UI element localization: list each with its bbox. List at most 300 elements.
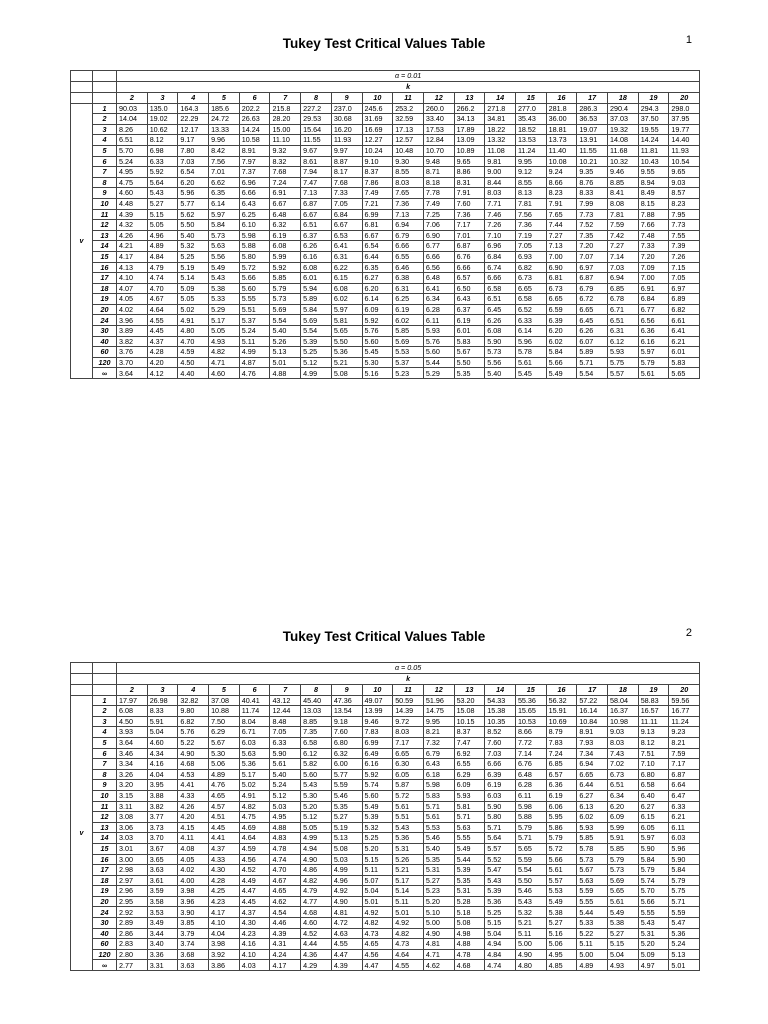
table-cell: 5.50 — [454, 357, 485, 368]
table-cell: 10.54 — [669, 156, 700, 167]
table-cell: 4.45 — [239, 896, 270, 907]
table-row — [71, 886, 700, 897]
column-header: 5 — [209, 93, 240, 104]
table-cell: 5.24 — [669, 939, 700, 950]
table-cell: 5.98 — [239, 230, 270, 241]
table-cell: 3.61 — [147, 875, 178, 886]
table-cell: 5.50 — [331, 336, 362, 347]
table-cell: 4.50 — [178, 357, 209, 368]
table-cell: 5.15 — [147, 209, 178, 220]
table-cell: 14.04 — [117, 114, 148, 125]
table-cell: 4.80 — [515, 960, 546, 971]
table-cell: 6.55 — [454, 759, 485, 770]
table-cell: 5.96 — [178, 188, 209, 199]
table-cell: 6.48 — [270, 209, 301, 220]
table-cell: 3.93 — [117, 727, 148, 738]
table-cell: 5.31 — [393, 843, 424, 854]
table-cell: 7.09 — [638, 262, 669, 273]
table-cell: 7.24 — [270, 177, 301, 188]
table-cell: 260.0 — [423, 103, 454, 114]
table-cell: 5.27 — [147, 198, 178, 209]
table-cell: 7.36 — [393, 198, 424, 209]
row-header: ∞ — [93, 960, 117, 971]
table-cell: 30.68 — [331, 114, 362, 125]
table-cell: 5.81 — [331, 315, 362, 326]
table-cell: 11.68 — [608, 145, 639, 156]
table-cell: 5.72 — [546, 843, 577, 854]
table-cell: 5.55 — [638, 907, 669, 918]
table-cell: 51.96 — [423, 695, 454, 706]
table-cell: 6.67 — [331, 220, 362, 231]
table-cell: 2.80 — [117, 949, 148, 960]
table-cell: 5.93 — [608, 347, 639, 358]
table-cell: 7.94 — [301, 167, 332, 178]
table-cell: 8.23 — [669, 198, 700, 209]
table-cell: 5.97 — [638, 833, 669, 844]
table-cell: 5.61 — [393, 801, 424, 812]
table-cell: 4.04 — [147, 769, 178, 780]
table-cell: 43.12 — [270, 695, 301, 706]
table-cell: 5.24 — [117, 156, 148, 167]
table-cell: 4.68 — [178, 759, 209, 770]
table-cell: 6.08 — [270, 241, 301, 252]
table-cell: 5.45 — [362, 347, 393, 358]
table-cell: 6.40 — [638, 790, 669, 801]
table-cell: 10.48 — [393, 145, 424, 156]
table-cell: 3.68 — [178, 949, 209, 960]
table-cell: 4.96 — [331, 875, 362, 886]
table-cell: 3.96 — [117, 315, 148, 326]
table-cell: 4.02 — [117, 304, 148, 315]
table-cell: 6.09 — [362, 304, 393, 315]
table-row — [71, 960, 700, 971]
table-cell: 7.00 — [638, 273, 669, 284]
table-cell: 10.53 — [515, 716, 546, 727]
table-row — [71, 727, 700, 738]
table-cell: 4.65 — [270, 886, 301, 897]
table-cell: 12.17 — [178, 124, 209, 135]
table-cell: 7.13 — [546, 241, 577, 252]
table-cell: 2.83 — [117, 939, 148, 950]
column-header: 12 — [423, 685, 454, 696]
table-cell: 5.49 — [209, 262, 240, 273]
table-cell: 5.81 — [454, 801, 485, 812]
table-cell: 5.11 — [577, 939, 608, 950]
table-cell: 5.79 — [669, 875, 700, 886]
page-number: 2 — [685, 627, 692, 639]
table-cell: 5.00 — [515, 939, 546, 950]
table-cell: 5.71 — [515, 833, 546, 844]
table-cell: 5.15 — [608, 939, 639, 950]
table-cell: 5.98 — [423, 780, 454, 791]
corner-cell — [93, 685, 117, 696]
table-cell: 5.84 — [638, 854, 669, 865]
table-cell: 4.37 — [147, 336, 178, 347]
row-header: 12 — [93, 812, 117, 823]
table-cell: 6.43 — [423, 759, 454, 770]
table-cell: 6.14 — [515, 326, 546, 337]
table-cell: 7.07 — [577, 251, 608, 262]
table-cell: 5.40 — [270, 326, 301, 337]
table-cell: 6.11 — [515, 790, 546, 801]
table-cell: 5.23 — [393, 368, 424, 379]
table-cell: 3.70 — [147, 833, 178, 844]
table-cell: 8.41 — [608, 188, 639, 199]
table-cell: 9.00 — [485, 167, 516, 178]
table-cell: 4.67 — [270, 875, 301, 886]
table-row — [71, 843, 700, 854]
table-cell: 3.49 — [147, 918, 178, 929]
table-cell: 5.71 — [669, 896, 700, 907]
table-cell: 6.87 — [669, 769, 700, 780]
table-cell: 5.85 — [270, 273, 301, 284]
table-cell: 5.13 — [331, 833, 362, 844]
table-cell: 7.27 — [546, 230, 577, 241]
table-cell: 7.39 — [669, 241, 700, 252]
table-cell: 4.74 — [485, 960, 516, 971]
table-cell: 4.76 — [239, 368, 270, 379]
table-cell: 6.79 — [423, 748, 454, 759]
table-cell: 13.33 — [209, 124, 240, 135]
column-header: 16 — [546, 93, 577, 104]
column-header: 8 — [301, 685, 332, 696]
table-cell: 5.02 — [178, 304, 209, 315]
table-cell: 6.41 — [423, 283, 454, 294]
table-cell: 5.67 — [577, 865, 608, 876]
table-cell: 3.82 — [147, 801, 178, 812]
table-cell: 6.20 — [546, 326, 577, 337]
table-cell: 15.91 — [546, 706, 577, 717]
table-cell: 4.17 — [117, 251, 148, 262]
table-cell: 4.60 — [117, 188, 148, 199]
table-cell: 286.3 — [577, 103, 608, 114]
table-cell: 7.15 — [669, 262, 700, 273]
table-cell: 4.82 — [362, 918, 393, 929]
table-cell: 266.2 — [454, 103, 485, 114]
table-cell: 5.39 — [485, 886, 516, 897]
table-cell: 7.13 — [393, 209, 424, 220]
table-cell: 11.11 — [638, 716, 669, 727]
table-row — [71, 251, 700, 262]
table-cell: 6.54 — [178, 167, 209, 178]
table-row — [71, 780, 700, 791]
table-cell: 5.53 — [393, 347, 424, 358]
table-cell: 5.61 — [423, 812, 454, 823]
table-cell: 5.90 — [485, 801, 516, 812]
table-cell: 7.68 — [270, 167, 301, 178]
table-cell: 8.21 — [669, 737, 700, 748]
table-cell: 5.61 — [515, 357, 546, 368]
table-cell: 7.60 — [485, 737, 516, 748]
table-row — [71, 875, 700, 886]
table-cell: 6.21 — [669, 812, 700, 823]
table-cell: 5.25 — [362, 833, 393, 844]
table-cell: 40.41 — [239, 695, 270, 706]
table-cell: 13.91 — [577, 135, 608, 146]
table-cell: 7.19 — [515, 230, 546, 241]
table-cell: 5.54 — [301, 326, 332, 337]
table-cell: 5.03 — [270, 801, 301, 812]
table-cell: 6.08 — [117, 706, 148, 717]
column-header: 16 — [546, 685, 577, 696]
table-cell: 5.60 — [301, 769, 332, 780]
table-cell: 6.50 — [454, 283, 485, 294]
table-cell: 8.86 — [454, 167, 485, 178]
table-cell: 6.45 — [577, 315, 608, 326]
table-cell: 6.01 — [454, 326, 485, 337]
table-row — [71, 854, 700, 865]
table-row — [71, 801, 700, 812]
table-cell: 5.60 — [239, 283, 270, 294]
row-header: 1 — [93, 695, 117, 706]
table-cell: 5.50 — [178, 220, 209, 231]
table-cell: 3.01 — [117, 843, 148, 854]
table-row — [71, 759, 700, 770]
table-cell: 6.01 — [669, 347, 700, 358]
row-header: 4 — [93, 727, 117, 738]
table-cell: 11.24 — [669, 716, 700, 727]
table-cell: 7.14 — [515, 748, 546, 759]
table-row — [71, 167, 700, 178]
table-cell: 5.79 — [546, 833, 577, 844]
table-cell: 4.26 — [178, 801, 209, 812]
table-cell: 5.67 — [454, 347, 485, 358]
table-cell: 6.21 — [669, 336, 700, 347]
table-cell: 4.88 — [454, 939, 485, 950]
table-cell: 6.64 — [669, 780, 700, 791]
table-row — [71, 812, 700, 823]
table-cell: 6.02 — [546, 336, 577, 347]
table-cell: 6.65 — [577, 304, 608, 315]
table-cell: 5.20 — [423, 896, 454, 907]
column-header: 3 — [147, 685, 178, 696]
table-cell: 8.66 — [515, 727, 546, 738]
table-cell: 6.33 — [669, 801, 700, 812]
table-cell: 4.45 — [147, 326, 178, 337]
table-cell: 6.45 — [485, 304, 516, 315]
table-cell: 3.40 — [147, 939, 178, 950]
table-cell: 7.80 — [178, 145, 209, 156]
table-cell: 10.24 — [362, 145, 393, 156]
column-header: 14 — [485, 685, 516, 696]
table-cell: 6.65 — [515, 283, 546, 294]
table-cell: 5.05 — [209, 326, 240, 337]
table-cell: 5.59 — [577, 886, 608, 897]
table-cell: 4.56 — [239, 854, 270, 865]
table-cell: 5.12 — [301, 357, 332, 368]
table-cell: 6.16 — [362, 759, 393, 770]
table-cell: 5.75 — [608, 357, 639, 368]
table-cell: 5.77 — [331, 769, 362, 780]
table-cell: 6.37 — [301, 230, 332, 241]
table-cell: 3.63 — [147, 865, 178, 876]
table-cell: 5.19 — [331, 822, 362, 833]
table-cell: 7.03 — [178, 156, 209, 167]
table-cell: 14.40 — [669, 135, 700, 146]
table-cell: 290.4 — [608, 103, 639, 114]
table-cell: 5.89 — [577, 347, 608, 358]
corner-cell — [93, 82, 117, 93]
table-row — [71, 135, 700, 146]
table-cell: 5.11 — [362, 865, 393, 876]
table-cell: 24.72 — [209, 114, 240, 125]
table-cell: 4.88 — [270, 368, 301, 379]
table-cell: 5.94 — [301, 283, 332, 294]
table-cell: 2.95 — [117, 896, 148, 907]
table-cell: 4.46 — [270, 918, 301, 929]
table-cell: 6.31 — [331, 251, 362, 262]
table-cell: 6.51 — [485, 294, 516, 305]
table-cell: 7.03 — [608, 262, 639, 273]
table-cell: 9.17 — [178, 135, 209, 146]
column-header: 4 — [178, 93, 209, 104]
table-cell: 5.54 — [577, 368, 608, 379]
table-cell: 12.84 — [423, 135, 454, 146]
table-cell: 7.34 — [577, 748, 608, 759]
table-cell: 4.00 — [178, 875, 209, 886]
row-header: 2 — [93, 114, 117, 125]
table-cell: 5.53 — [423, 822, 454, 833]
table-row — [71, 695, 700, 706]
table-cell: 9.65 — [454, 156, 485, 167]
table-cell: 5.88 — [515, 812, 546, 823]
table-cell: 3.53 — [147, 907, 178, 918]
table-cell: 5.14 — [178, 273, 209, 284]
column-header: 20 — [669, 93, 700, 104]
table-cell: 11.40 — [546, 145, 577, 156]
table-cell: 4.16 — [147, 759, 178, 770]
table-cell: 5.61 — [608, 896, 639, 907]
table-cell: 6.22 — [331, 262, 362, 273]
table-cell: 271.8 — [485, 103, 516, 114]
table-cell: 4.99 — [239, 347, 270, 358]
table-cell: 2.89 — [117, 918, 148, 929]
table-cell: 9.32 — [270, 145, 301, 156]
table-cell: 7.21 — [362, 198, 393, 209]
table-cell: 5.63 — [239, 748, 270, 759]
table-cell: 4.81 — [423, 939, 454, 950]
table-cell: 6.99 — [362, 737, 393, 748]
table-cell: 16.77 — [669, 706, 700, 717]
table-cell: 8.85 — [608, 177, 639, 188]
table-cell: 6.09 — [608, 812, 639, 823]
row-header: 6 — [93, 156, 117, 167]
table-cell: 6.84 — [331, 209, 362, 220]
table-cell: 4.12 — [147, 368, 178, 379]
table-cell: 7.55 — [669, 230, 700, 241]
row-header: 15 — [93, 251, 117, 262]
table-cell: 7.25 — [423, 209, 454, 220]
table-cell: 4.99 — [301, 368, 332, 379]
table-cell: 6.66 — [239, 188, 270, 199]
table-cell: 3.89 — [117, 326, 148, 337]
table-cell: 6.94 — [608, 273, 639, 284]
table-cell: 6.73 — [608, 769, 639, 780]
table-cell: 9.30 — [393, 156, 424, 167]
table-cell: 4.70 — [178, 336, 209, 347]
row-header: 20 — [93, 304, 117, 315]
table-cell: 3.77 — [147, 812, 178, 823]
table-cell: 5.49 — [454, 843, 485, 854]
table-cell: 9.03 — [669, 177, 700, 188]
table-cell: 6.84 — [638, 294, 669, 305]
column-header: 18 — [608, 93, 639, 104]
table-cell: 4.39 — [331, 960, 362, 971]
table-cell: 6.28 — [423, 304, 454, 315]
table-cell: 5.39 — [301, 336, 332, 347]
table-row — [71, 283, 700, 294]
table-cell: 4.73 — [393, 939, 424, 950]
row-header: ∞ — [93, 368, 117, 379]
alpha-label: α = 0.05 — [117, 663, 700, 674]
table-cell: 237.0 — [331, 103, 362, 114]
table-cell: 5.24 — [239, 326, 270, 337]
row-header: 13 — [93, 822, 117, 833]
table-cell: 4.90 — [331, 896, 362, 907]
table-cell: 6.66 — [393, 241, 424, 252]
table-cell: 6.90 — [546, 262, 577, 273]
table-cell: 4.15 — [178, 822, 209, 833]
table-cell: 15.65 — [515, 706, 546, 717]
table-cell: 3.73 — [147, 822, 178, 833]
table-cell: 5.83 — [669, 357, 700, 368]
table-cell: 6.79 — [393, 230, 424, 241]
table-cell: 4.93 — [608, 960, 639, 971]
table-cell: 6.43 — [454, 294, 485, 305]
table-cell: 6.35 — [209, 188, 240, 199]
table-cell: 5.30 — [301, 790, 332, 801]
table-cell: 6.19 — [393, 304, 424, 315]
row-header: 9 — [93, 780, 117, 791]
table-cell: 13.32 — [485, 135, 516, 146]
table-cell: 4.55 — [147, 315, 178, 326]
k-label: k — [117, 674, 700, 685]
table-cell: 9.48 — [423, 156, 454, 167]
table-cell: 4.74 — [147, 273, 178, 284]
table-row — [71, 114, 700, 125]
column-header: 20 — [669, 685, 700, 696]
table-cell: 5.06 — [209, 759, 240, 770]
table-cell: 5.67 — [209, 737, 240, 748]
table-cell: 5.25 — [178, 251, 209, 262]
table-cell: 5.12 — [270, 790, 301, 801]
table-cell: 5.18 — [454, 907, 485, 918]
table-cell: 9.80 — [178, 706, 209, 717]
table-cell: 4.82 — [239, 801, 270, 812]
table-cell: 5.43 — [393, 822, 424, 833]
table-cell: 7.95 — [669, 209, 700, 220]
table-cell: 4.68 — [301, 907, 332, 918]
table-cell: 8.32 — [270, 156, 301, 167]
table-cell: 6.44 — [362, 251, 393, 262]
table-cell: 11.93 — [669, 145, 700, 156]
table-cell: 4.68 — [454, 960, 485, 971]
table-cell: 5.01 — [362, 896, 393, 907]
table-cell: 13.53 — [515, 135, 546, 146]
table-cell: 4.53 — [178, 769, 209, 780]
table-cell: 9.72 — [393, 716, 424, 727]
column-header: 19 — [638, 685, 669, 696]
table-cell: 4.99 — [301, 833, 332, 844]
table-cell: 11.55 — [577, 145, 608, 156]
table-cell: 53.20 — [454, 695, 485, 706]
table-cell: 6.81 — [546, 273, 577, 284]
table-row — [71, 188, 700, 199]
table-cell: 3.11 — [117, 801, 148, 812]
table-cell: 4.13 — [117, 262, 148, 273]
table-cell: 5.60 — [362, 790, 393, 801]
table-cell: 6.05 — [393, 769, 424, 780]
